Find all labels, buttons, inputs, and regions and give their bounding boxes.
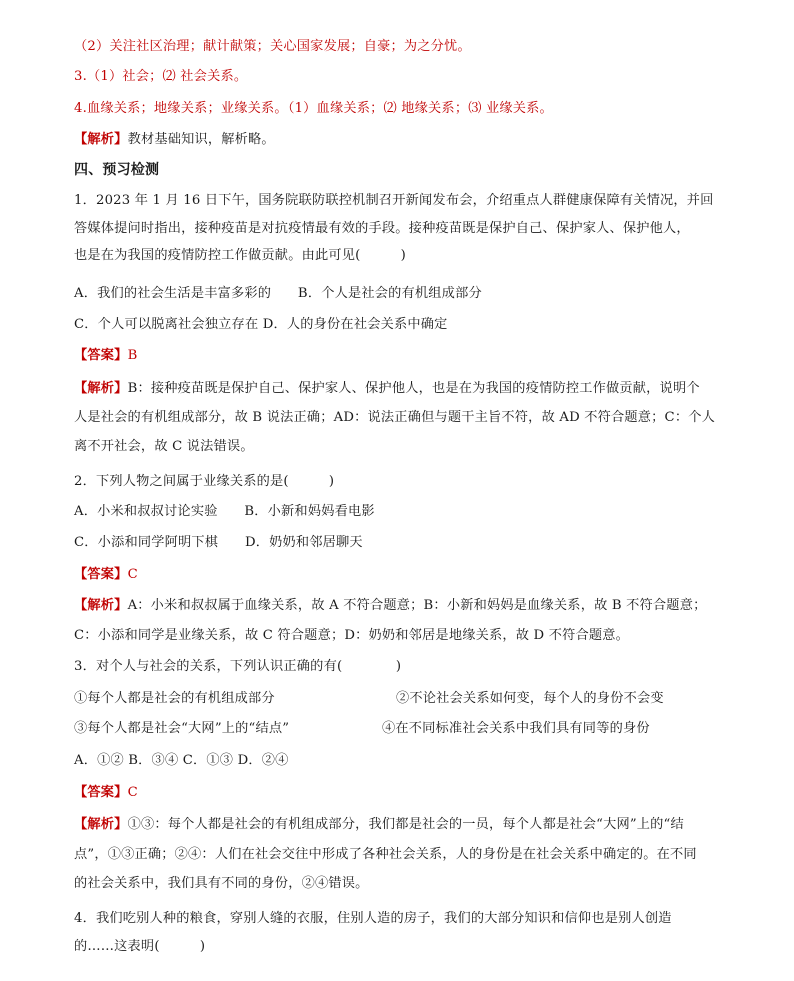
q3-analysis-line-1 [74,815,684,835]
q1-stem-line-1: 1．2023 年 1 月 16 日下午，国务院联防联控机制召开新闻发布会，介绍重点人群健康保障有关情况，并回 [74,193,714,208]
analysis-text: 教材基础知识，解析略。 [127,132,275,147]
q3-answer [74,783,138,803]
q2-analysis-line-2: C：小添和同学是业缘关系，故 C 符合题意；D：奶奶和邻居是地缘关系，故 D 不符合题意。 [74,628,630,643]
q3-stem: 3．对个人与社会的关系，下列认识正确的有( ) [74,659,402,674]
answer-label: 【答案】 [74,567,128,582]
analysis-label: 【解析】 [74,132,128,147]
q2-stem: 2．下列人物之间属于业缘关系的是( ) [74,474,335,489]
answer-label: 【答案】 [74,348,128,363]
q2-options-ab: A．小米和叔叔讨论实验 B．小新和妈妈看电影 [74,504,375,519]
analysis-label: 【解析】 [74,598,128,613]
q3-analysis-line-2: 点”，①③正确；②④：人们在社会交往中形成了各种社会关系，人的身份是在社会关系中确定的。在不同 [74,847,697,862]
analysis-text: A：小米和叔叔属于血缘关系，故 A 不符合题意；B：小新和妈妈是血缘关系，故 B 不符合题意； [127,598,707,613]
q1-options-cd: C．个人可以脱离社会独立存在 D．人的身份在社会关系中确定 [74,317,448,332]
analysis-block [74,130,275,150]
answer-value: C [127,567,138,582]
q1-answer [74,346,137,366]
q2-options-cd: C．小添和同学阿明下棋 D．奶奶和邻居聊天 [74,535,363,550]
q1-stem-line-3: 也是在为我国的疫情防控工作做贡献。由此可见( ) [74,248,406,263]
answer-item-2: （2）关注社区治理；献计献策；关心国家发展；自豪；为之分忧。 [74,39,471,54]
q2-analysis-line-1 [74,596,706,616]
q1-analysis-line-1 [74,379,700,399]
analysis-text: ①③：每个人都是社会的有机组成部分，我们都是社会的一员，每个人都是社会“大网”上的“结 [127,817,684,832]
q3-statement-4: ④在不同标准社会关系中我们具有同等的身份 [382,721,650,736]
answer-item-3: 3.（1）社会；⑵ 社会关系。 [74,69,248,84]
q3-analysis-line-3: 的社会关系中，我们具有不同的身份，②④错误。 [74,876,369,891]
q3-statement-2: ②不论社会关系如何变，每个人的身份不会变 [396,691,664,706]
q3-statement-1: ①每个人都是社会的有机组成部分 [74,691,275,706]
answer-item-4: 4.血缘关系；地缘关系；业缘关系。（1）血缘关系；⑵ 地缘关系；⑶ 业缘关系。 [74,101,553,116]
q4-stem-line-2: 的……这表明( ) [74,939,206,954]
answer-value: B [127,348,138,363]
q4-stem-line-1: 4．我们吃别人种的粮食，穿别人缝的衣服，住别人造的房子，我们的大部分知识和信仰也是别人创造 [74,911,672,926]
q1-analysis-line-2: 人是社会的有机组成部分，故 B 说法正确；AD：说法正确但与题干主旨不符，故 AD 不符合题意；C：个人 [74,410,716,425]
analysis-text: B：接种疫苗既是保护自己、保护家人、保护他人，也是在为我国的疫情防控工作做贡献，说明个 [127,381,700,396]
section-title: 四、预习检测 [74,162,160,178]
q3-statement-3: ③每个人都是社会“大网”上的“结点” [74,721,290,736]
q3-options: A．①② B．③④ C．①③ D．②④ [74,753,289,768]
answer-value: C [127,785,138,800]
q1-stem-line-2: 答媒体提问时指出，接种疫苗是对抗疫情最有效的手段。接种疫苗既是保护自己、保护家人、保护他人， [74,221,690,236]
analysis-label: 【解析】 [74,381,128,396]
answer-label: 【答案】 [74,785,128,800]
q1-analysis-line-3: 离不开社会，故 C 说法错误。 [74,439,254,454]
q1-options-ab: A．我们的社会生活是丰富多彩的 B．个人是社会的有机组成部分 [74,286,482,301]
q2-answer [74,565,138,585]
analysis-label: 【解析】 [74,817,128,832]
